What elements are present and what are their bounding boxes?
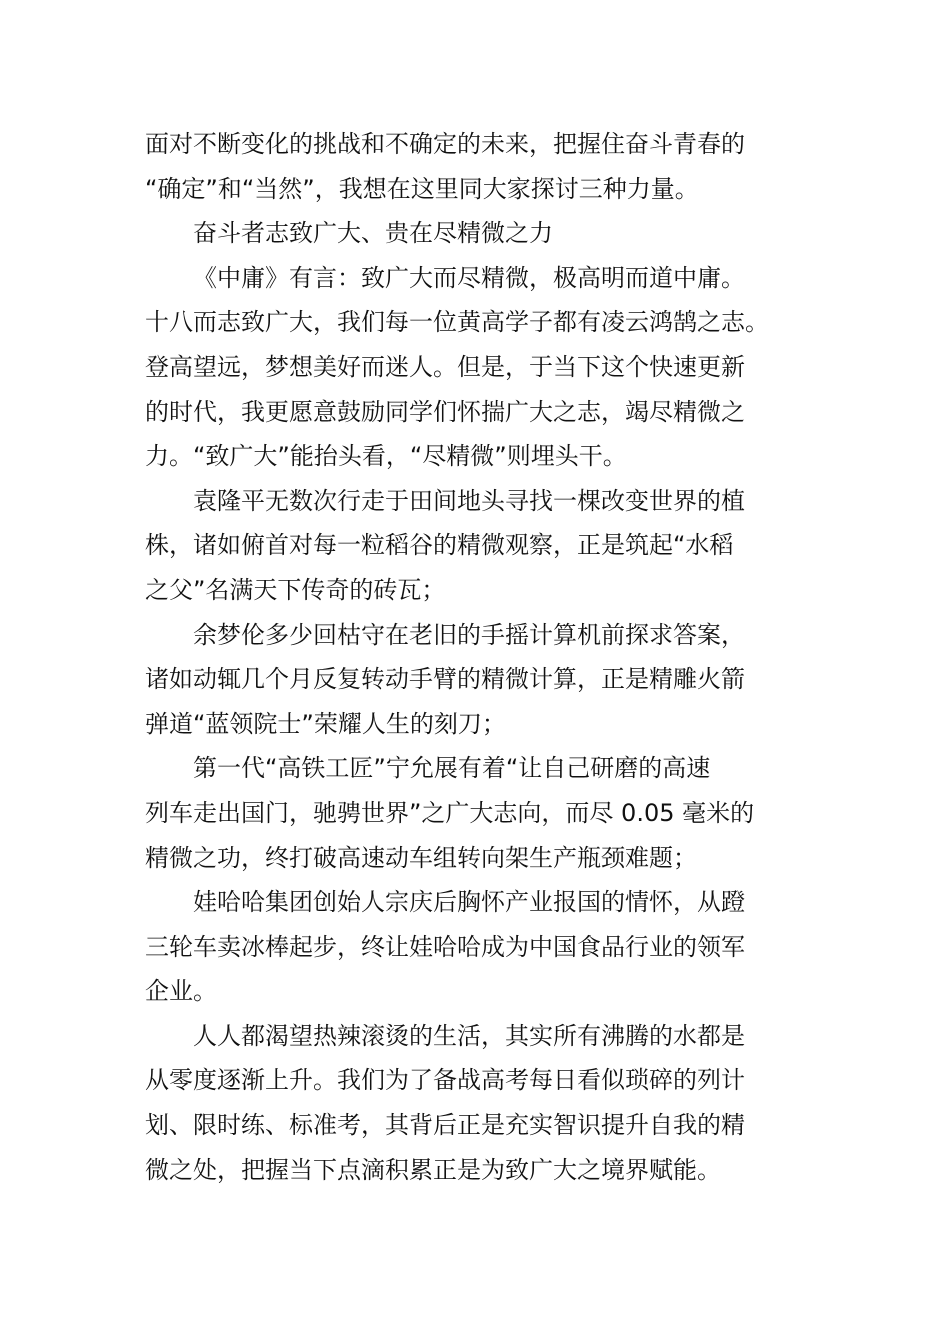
text-line: 袁隆平无数次行走于田间地头寻找一棵改变世界的植 — [193, 486, 745, 515]
text-line: 株，诸如俯首对每一粒稻谷的精微观察，正是筑起“水稻 — [145, 531, 734, 560]
text-line: 十八而志致广大，我们每一位黄高学子都有凌云鸿鹄之志。 — [145, 308, 769, 337]
text-line: 的时代，我更愿意鼓励同学们怀揣广大之志，竭尽精微之 — [145, 397, 745, 426]
text-line: 余梦伦多少回枯守在老旧的手摇计算机前探求答案， — [193, 620, 745, 649]
text-line: 微之处，把握当下点滴积累正是为致广大之境界赋能。 — [145, 1155, 721, 1184]
text-line: 三轮车卖冰棒起步，终让娃哈哈成为中国食品行业的领军 — [145, 932, 745, 961]
text-line: 力。“致广大”能抬头看，“尽精微”则埋头干。 — [145, 442, 627, 471]
text-line: “确定”和“当然”，我想在这里同大家探讨三种力量。 — [145, 174, 699, 203]
section-heading: 奋斗者志致广大、贵在尽精微之力 — [193, 219, 553, 248]
text-line: 划、限时练、标准考，其背后正是充实智识提升自我的精 — [145, 1111, 745, 1140]
text-line: 企业。 — [145, 977, 217, 1006]
text-line: 登高望远，梦想美好而迷人。但是，于当下这个快速更新 — [145, 352, 745, 381]
text-line: 从零度逐渐上升。我们为了备战高考每日看似琐碎的列计 — [145, 1066, 745, 1095]
text-line: 之父”名满天下传奇的砖瓦； — [145, 575, 446, 604]
text-line: 人人都渴望热辣滚烫的生活，其实所有沸腾的水都是 — [193, 1021, 745, 1050]
text-line: 列车走出国门，驰骋世界”之广大志向，而尽 0.05 毫米的 — [145, 798, 755, 827]
text-line: 第一代“高铁工匠”宁允展有着“让自己研磨的高速 — [193, 754, 711, 783]
text-line: 诸如动辄几个月反复转动手臂的精微计算，正是精雕火箭 — [145, 665, 745, 694]
text-line: 精微之功，终打破高速动车组转向架生产瓶颈难题； — [145, 843, 697, 872]
text-line: 娃哈哈集团创始人宗庆后胸怀产业报国的情怀，从蹬 — [193, 888, 745, 917]
text-line: 弹道“蓝领院士”荣耀人生的刻刀； — [145, 709, 506, 738]
text-line: 《中庸》有言：致广大而尽精微，极高明而道中庸。 — [193, 263, 745, 292]
text-line: 面对不断变化的挑战和不确定的未来，把握住奋斗青春的 — [145, 130, 745, 158]
body-text — [145, 122, 805, 1192]
